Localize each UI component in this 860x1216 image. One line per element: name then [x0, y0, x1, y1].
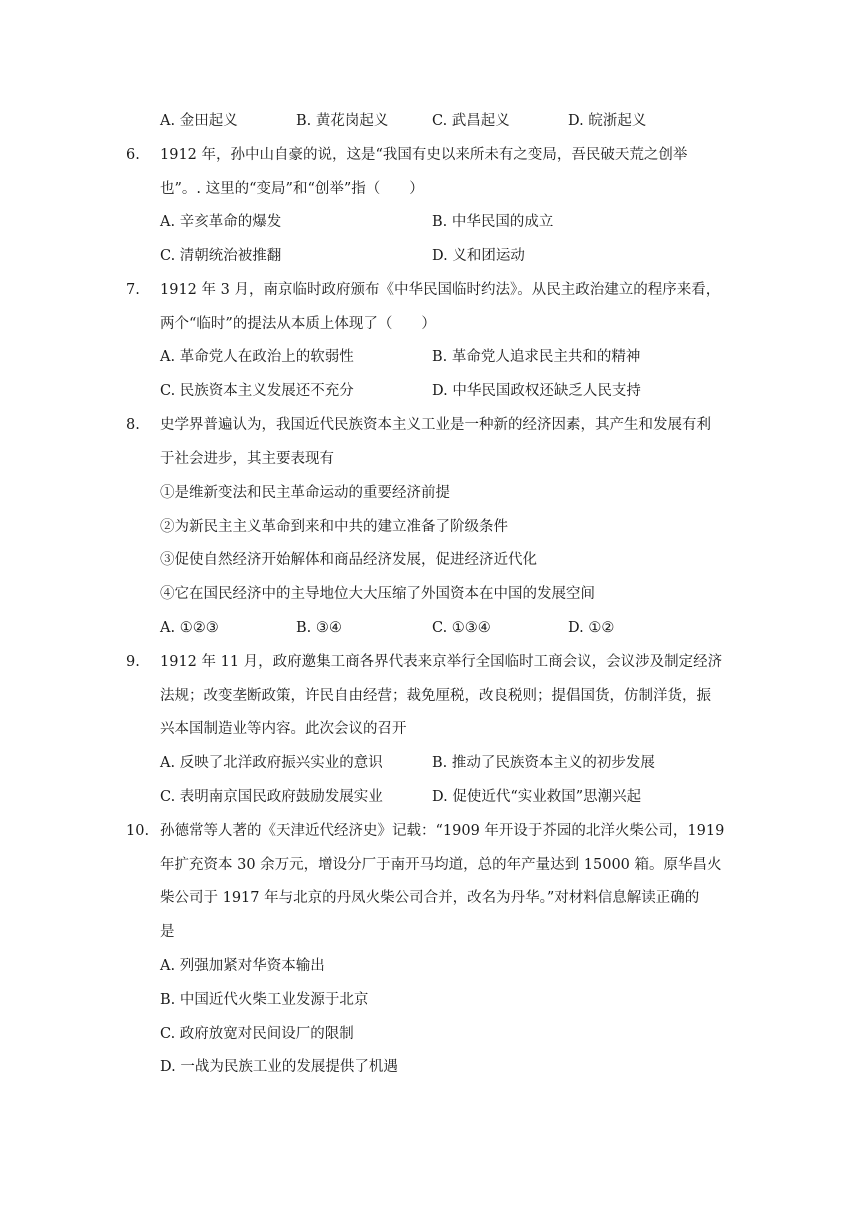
q8-option-d: D. ①②	[568, 620, 615, 636]
q10-option-a: A. 列强加紧对华资本输出	[160, 958, 325, 974]
q7-number: 7.	[126, 282, 140, 298]
q8-stem-line: 史学界普遍认为，我国近代民族资本主义工业是一种新的经济因素，其产生和发展有利	[160, 417, 711, 433]
q5-option-a: A. 金田起义	[160, 113, 238, 129]
q6-option-a: A. 辛亥革命的爆发	[160, 214, 282, 230]
q7-option-a: A. 革命党人在政治上的软弱性	[160, 349, 354, 365]
q9-number: 9.	[126, 654, 140, 670]
q9-stem-line: 兴本国制造业等内容。此次会议的召开	[160, 721, 407, 737]
q8-stem-line: 于社会进步，其主要表现有	[160, 451, 334, 467]
q8-option-b: B. ③④	[296, 620, 342, 636]
q9-option-a: A. 反映了北洋政府振兴实业的意识	[160, 755, 383, 771]
q5-option-b: B. 黄花岗起义	[296, 113, 389, 129]
q5-option-d: D. 皖浙起义	[568, 113, 647, 129]
q7-option-c: C. 民族资本主义发展还不充分	[160, 383, 354, 399]
q6-stem-line: 也”。. 这里的“变局”和“创举”指（ ）	[160, 181, 424, 197]
q7-option-b: B. 革命党人追求民主共和的精神	[432, 349, 641, 365]
q8-option-a: A. ①②③	[160, 620, 219, 636]
q9-stem-line: 1912 年 11 月，政府邀集工商各界代表来京举行全国临时工商会议，会议涉及制定经济	[160, 654, 723, 670]
q6-stem-line: 1912 年，孙中山自豪的说，这是“我国有史以来所未有之变局，吾民破天荒之创举	[160, 147, 688, 163]
q8-option-c: C. ①③④	[432, 620, 491, 636]
q10-option-b: B. 中国近代火柴工业发源于北京	[160, 992, 369, 1008]
q7-stem-line: 1912 年 3 月，南京临时政府颁布《中华民国临时约法》。从民主政治建立的程序来看，	[160, 282, 721, 298]
q7-stem-line: 两个“临时”的提法从本质上体现了（ ）	[160, 316, 436, 332]
q9-option-d: D. 促使近代“实业救国”思潮兴起	[432, 789, 642, 805]
q8-number: 8.	[126, 417, 140, 433]
q8-item: ②为新民主主义革命到来和中共的建立准备了阶级条件	[160, 519, 508, 535]
q9-option-b: B. 推动了民族资本主义的初步发展	[432, 755, 655, 771]
q8-item: ④它在国民经济中的主导地位大大压缩了外国资本在中国的发展空间	[160, 586, 595, 602]
q7-option-d: D. 中华民国政权还缺乏人民支持	[432, 383, 641, 399]
q9-option-c: C. 表明南京国民政府鼓励发展实业	[160, 789, 383, 805]
q6-option-d: D. 义和团运动	[432, 248, 525, 264]
q10-stem-line: 是	[160, 924, 175, 940]
q5-option-c: C. 武昌起义	[432, 113, 510, 129]
q10-stem-line: 年扩充资本 30 余万元，增设分厂于南开马均道，总的年产量达到 15000 箱。原华昌火	[160, 857, 722, 873]
q6-option-b: B. 中华民国的成立	[432, 214, 554, 230]
q10-option-c: C. 政府放宽对民间设厂的限制	[160, 1026, 354, 1042]
q6-option-c: C. 清朝统治被推翻	[160, 248, 282, 264]
q10-stem-line: 孙德常等人著的《天津近代经济史》记载：“1909 年开设于芥园的北洋火柴公司，1919	[160, 823, 725, 839]
q8-item: ③促使自然经济开始解体和商品经济发展，促进经济近代化	[160, 552, 537, 568]
q10-number: 10.	[126, 823, 150, 839]
q10-option-d: D. 一战为民族工业的发展提供了机遇	[160, 1059, 398, 1075]
q10-stem-line: 柴公司于 1917 年与北京的丹凤火柴公司合并，改名为丹华。”对材料信息解读正确的	[160, 890, 700, 906]
q9-stem-line: 法规；改变垄断政策，许民自由经营；裁免厘税，改良税则；提倡国货，仿制洋货，振	[160, 688, 711, 704]
q6-number: 6.	[126, 147, 140, 163]
q8-item: ①是维新变法和民主革命运动的重要经济前提	[160, 485, 450, 501]
